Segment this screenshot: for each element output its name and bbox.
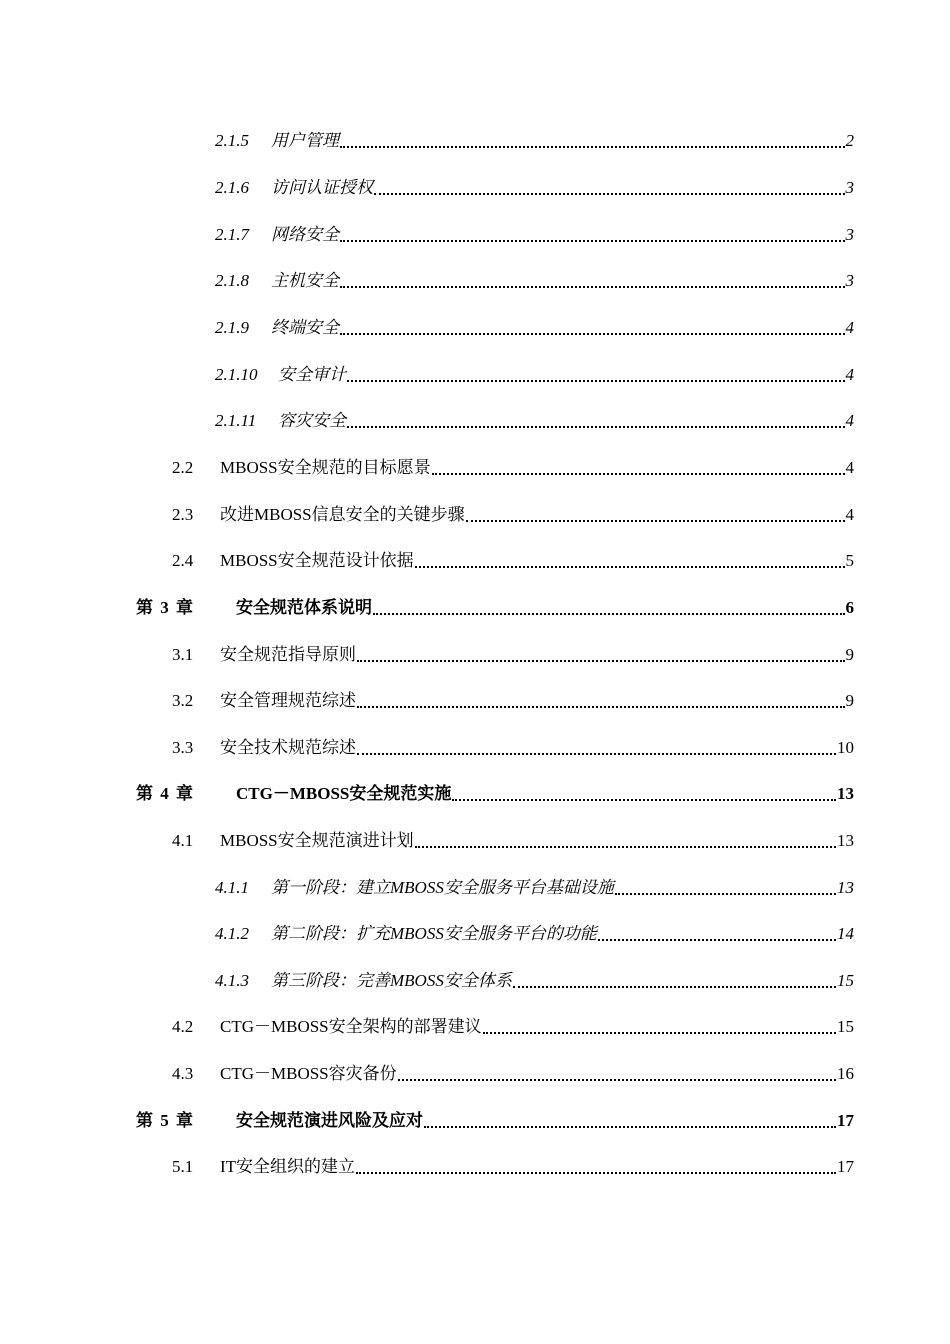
toc-entry-page: 6 [845,598,854,617]
dot-leader [347,426,845,428]
toc-entry-number: 3.3 [172,738,194,757]
dot-leader [340,240,845,242]
toc-entry[interactable] [172,500,854,526]
dot-leader [373,613,845,615]
toc-entry[interactable] [215,126,854,152]
toc-entry-page: 4 [845,458,854,477]
toc-entry-title: 终端安全 [271,318,339,337]
dot-leader [340,333,845,335]
toc-entry-number: 2.1.11 [215,411,257,430]
toc-entry-title: 用户管理 [271,131,339,150]
dot-leader [357,706,845,708]
toc-entry-number: 2.4 [172,551,194,570]
toc-entry[interactable] [172,826,854,852]
toc-entry-title: 访问认证授权 [271,178,373,197]
toc-entry-title: MBOSS安全规范演进计划 [220,831,414,850]
dot-leader [415,846,836,848]
toc-entry-number: 4.1.2 [215,924,249,943]
toc-entry-page: 13 [837,878,854,897]
toc-entry-page: 10 [837,738,854,757]
toc-entry-title: MBOSS安全规范设计依据 [220,551,414,570]
toc-entry-title: 安全规范演进风险及应对 [236,1111,423,1130]
toc-entry[interactable] [172,686,854,712]
toc-entry-page: 9 [845,645,854,664]
toc-entry-title: 第二阶段：扩充MBOSS安全服务平台的功能 [271,924,597,943]
toc-entry-page: 14 [837,924,854,943]
dot-leader [432,473,845,475]
dot-leader [357,660,845,662]
toc-entry-title: 第三阶段：完善MBOSS安全体系 [271,971,512,990]
dot-leader [598,939,836,941]
toc-entry-title: 网络安全 [271,225,339,244]
toc-entry-title: CTG－MBOSS安全架构的部署建议 [220,1017,482,1036]
toc-entry-title: 安全管理规范综述 [220,691,356,710]
toc-entry-page: 4 [845,411,854,430]
toc-entry-title: CTG－MBOSS安全规范实施 [236,784,452,803]
dot-leader [415,566,845,568]
toc-entry[interactable] [172,640,854,666]
dot-leader [340,286,845,288]
toc-entry[interactable] [172,1012,854,1038]
toc-entry-number: 2.3 [172,505,194,524]
toc-entry-page: 16 [837,1064,854,1083]
dot-leader [340,146,845,148]
dot-leader [424,1126,836,1128]
toc-entry-number: 4.1.1 [215,878,249,897]
toc-entry-title: IT安全组织的建立 [220,1157,356,1176]
toc-entry[interactable] [172,1059,854,1085]
toc-entry-number: 2.1.6 [215,178,249,197]
dot-leader [398,1079,836,1081]
toc-entry-number: 4.2 [172,1017,194,1036]
toc-entry[interactable] [215,919,854,945]
toc-entry-title: CTG－MBOSS容灾备份 [220,1064,397,1083]
toc-entry-number: 2.2 [172,458,194,477]
toc-entry-number: 第 3 章 [136,598,193,617]
toc-entry-number: 第 4 章 [136,784,193,803]
toc-entry-number: 第 5 章 [136,1111,193,1130]
toc-entry[interactable] [215,313,854,339]
toc-chapter-entry[interactable] [136,779,854,805]
dot-leader [483,1032,836,1034]
toc-entry-page: 4 [845,318,854,337]
toc-entry-page: 3 [845,271,854,290]
toc-entry[interactable] [172,453,854,479]
toc-entry[interactable] [172,733,854,759]
toc-entry[interactable] [215,266,854,292]
toc-entry-page: 4 [845,505,854,524]
toc-entry-number: 5.1 [172,1157,194,1176]
toc-entry-number: 4.1 [172,831,194,850]
toc-entry-number: 2.1.8 [215,271,249,290]
toc-entry-number: 2.1.5 [215,131,249,150]
toc-entry[interactable] [215,360,854,386]
toc-entry-page: 13 [837,784,854,803]
dot-leader [513,986,836,988]
toc-entry-number: 3.2 [172,691,194,710]
toc-entry-page: 5 [845,551,854,570]
toc-entry-number: 4.1.3 [215,971,249,990]
dot-leader [452,799,836,801]
toc-entry-page: 15 [837,971,854,990]
toc-entry-title: 容灾安全 [278,411,346,430]
toc-entry-title: 安全规范体系说明 [236,598,372,617]
dot-leader [356,1172,836,1174]
toc-chapter-entry[interactable] [136,593,854,619]
dot-leader [615,893,836,895]
toc-entry[interactable] [215,173,854,199]
toc-entry-page: 15 [837,1017,854,1036]
toc-entry-number: 2.1.10 [215,365,258,384]
toc-entry-title: 安全审计 [278,365,346,384]
toc-entry[interactable] [215,966,854,992]
dot-leader [466,520,845,522]
toc-entry-title: 第一阶段：建立MBOSS安全服务平台基础设施 [271,878,614,897]
toc-entry-page: 17 [837,1157,854,1176]
toc-entry-number: 3.1 [172,645,194,664]
dot-leader [357,753,836,755]
toc-entry-page: 3 [845,225,854,244]
toc-entry-page: 17 [837,1111,854,1130]
toc-entry-title: MBOSS安全规范的目标愿景 [220,458,431,477]
toc-entry[interactable] [215,406,854,432]
dot-leader [374,193,845,195]
toc-entry-number: 2.1.9 [215,318,249,337]
toc-entry-page: 13 [837,831,854,850]
toc-entry-page: 2 [845,131,854,150]
toc-entry[interactable] [172,546,854,572]
toc-entry-page: 4 [845,365,854,384]
dot-leader [347,380,845,382]
toc-entry[interactable] [215,873,854,899]
toc-entry[interactable] [215,220,854,246]
toc-entry-page: 3 [845,178,854,197]
toc-entry-title: 改进MBOSS信息安全的关键步骤 [220,505,465,524]
toc-entry-title: 主机安全 [271,271,339,290]
toc-entry-number: 2.1.7 [215,225,249,244]
toc-entry-number: 4.3 [172,1064,194,1083]
toc-entry-title: 安全技术规范综述 [220,738,356,757]
toc-entry-title: 安全规范指导原则 [220,645,356,664]
toc-entry[interactable] [172,1152,854,1178]
toc-chapter-entry[interactable] [136,1106,854,1132]
toc-entry-page: 9 [845,691,854,710]
